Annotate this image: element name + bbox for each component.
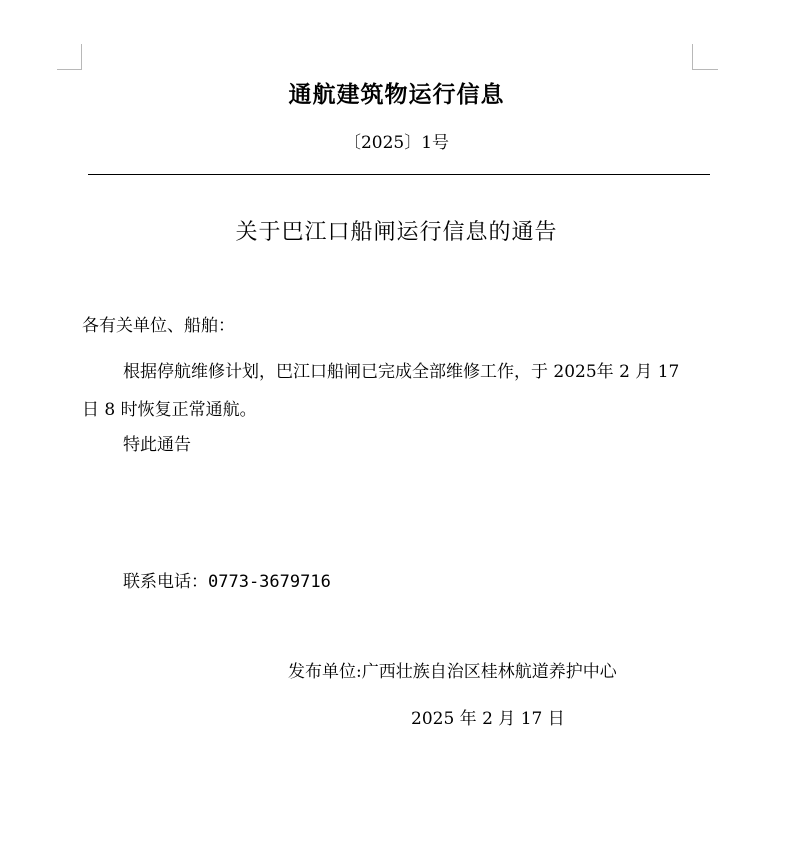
contact-phone: 0773-3679716 [208,572,331,592]
header-divider [88,174,710,175]
document-header-title: 通航建筑物运行信息 [288,81,505,108]
issuer: 发布单位:广西壮族自治区桂林航道养护中心 [288,662,617,682]
document-number: 〔2025〕1号 [343,133,450,153]
salutation: 各有关单位、船舶： [82,316,235,336]
crop-mark-top-left [57,44,82,70]
contact-label: 联系电话： [123,572,208,592]
contact-line [123,567,331,592]
issue-date: 2025 年 2 月 17 日 [411,709,565,729]
closing-phrase: 特此通告 [123,435,191,455]
body-paragraph: 根据停航维修计划，巴江口船闸已完成全部维修工作，于 2025年 2 月 17 日 8 时恢复正常通航。 [82,362,680,420]
crop-mark-top-right [692,44,718,70]
notice-title: 关于巴江口船闸运行信息的通告 [235,220,558,245]
